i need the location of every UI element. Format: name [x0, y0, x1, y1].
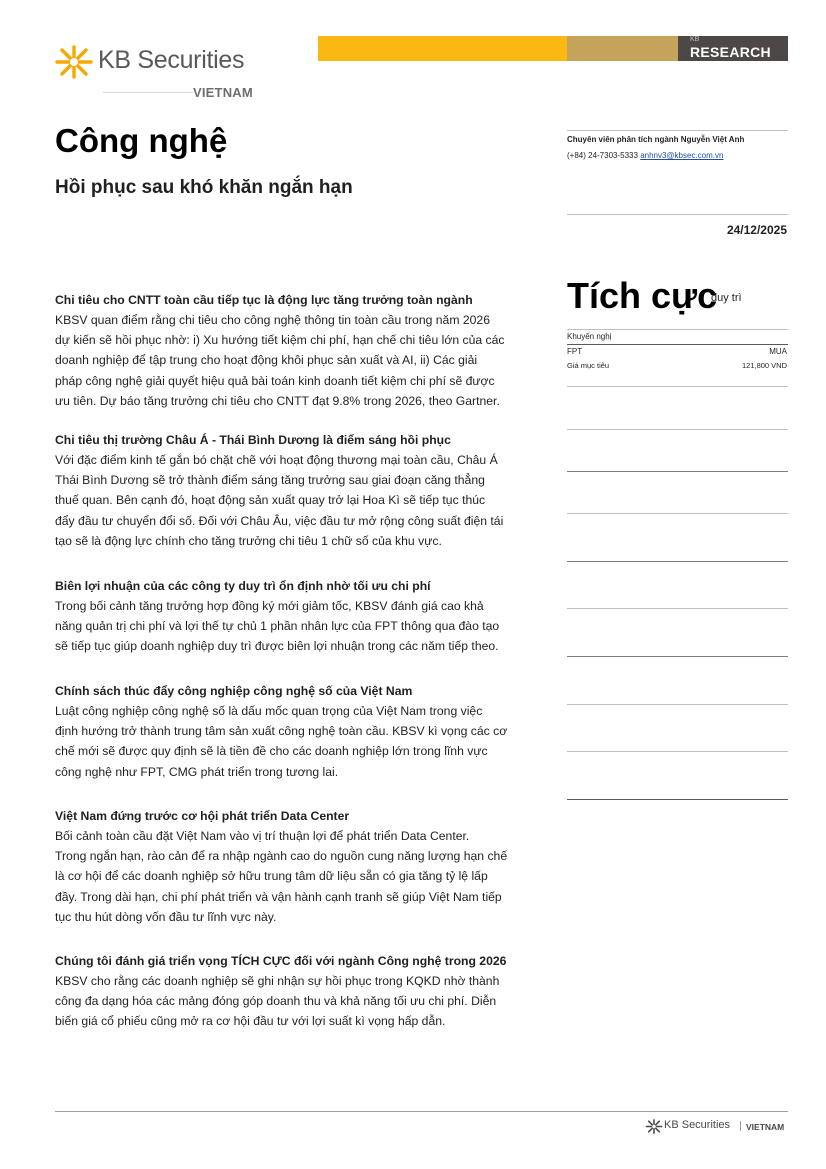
kb-star-footer-icon	[645, 1119, 663, 1134]
section-text: Với đặc điểm kinh tế gắn bó chặt chẽ với hoạt động thương mại toàn cầu, Châu Á	[55, 453, 498, 467]
section-text: công nghệ như FPT, CMG phát triển trong tương lai.	[55, 764, 339, 779]
section-digital-policy	[55, 681, 533, 782]
divider	[567, 471, 788, 472]
section-text: Trong bối cảnh tăng trưởng hợp đồng ký mới giảm tốc, KBSV đánh giá cao khả	[55, 599, 484, 613]
section-heading: Chi tiêu thị trường Châu Á - Thái Bình Dương là điểm sáng hồi phục	[55, 433, 451, 447]
divider	[567, 704, 788, 705]
section-text: Luật công nghiệp công nghệ số là dấu mốc quan trọng của Việt Nam trong việc	[55, 704, 483, 718]
divider	[567, 656, 788, 657]
section-text: là cơ hội để các doanh nghiệp sở hữu trung tâm dữ liệu sẵn có gia tăng tỷ lệ lấp	[55, 869, 488, 884]
section-text: Trong ngắn hạn, rào cản để ra nhập ngành cao do nguồn cung năng lượng hạn chế	[55, 849, 508, 864]
rating-note: duy trì	[711, 292, 742, 304]
footer-logo-text: KB Securities	[664, 1119, 731, 1131]
section-text: định hướng trở thành trung tâm sản xuất công nghệ toàn cầu. KBSV kì vọng các cơ	[55, 724, 508, 739]
divider	[567, 608, 788, 609]
divider	[567, 561, 788, 562]
section-profit-margin	[55, 576, 533, 657]
divider	[567, 751, 788, 752]
footer-divider	[55, 1111, 788, 1112]
section-text: tục thu hút dòng vốn đầu tư lĩnh vực này.	[55, 909, 277, 924]
divider	[567, 344, 788, 345]
research-label: RESEARCH	[690, 44, 771, 60]
analyst-phone: (+84) 24-7303-5333	[567, 151, 638, 160]
analyst-contact	[567, 151, 723, 160]
header-bar-yellow	[318, 36, 568, 61]
section-outlook	[55, 951, 533, 1032]
section-data-center	[55, 806, 533, 927]
divider	[567, 130, 788, 131]
divider	[567, 386, 788, 387]
target-price-label: Giá mục tiêu	[567, 361, 610, 370]
section-text: Thái Bình Dương sẽ trở thành điểm sáng tăng trưởng sau giai đoạn căng thẳng	[55, 473, 485, 488]
target-price-value: 121,800 VND	[741, 361, 787, 370]
divider	[567, 799, 788, 800]
section-text: KBSV quan điểm rằng chi tiêu cho công nghệ thông tin toàn cầu trong năm 2026	[55, 313, 490, 327]
report-date: 24/12/2025	[726, 223, 787, 237]
research-kb-label: KB	[690, 36, 700, 43]
footer-separator	[740, 1121, 741, 1131]
footer-logo-subtext: VIETNAM	[746, 1122, 785, 1132]
recommendation-action: MUA	[769, 347, 787, 356]
section-global-it-spending	[55, 290, 533, 411]
kb-star-logo-icon	[54, 45, 94, 79]
section-text: KBSV cho rằng các doanh nghiệp sẽ ghi nhận sự hồi phục trong KQKD nhờ thành	[55, 974, 500, 988]
section-heading: Chúng tôi đánh giá triển vọng TÍCH CỰC đối với ngành Công nghệ trong 2026	[55, 954, 507, 968]
section-text: chế mới sẽ được quy định sẽ là tiền đề cho các doanh nghiệp lớn trong lĩnh vực	[55, 744, 488, 759]
section-heading: Chi tiêu cho CNTT toàn cầu tiếp tục là động lực tăng trưởng toàn ngành	[55, 293, 473, 307]
analyst-email-link[interactable]: anhnv3@kbsec.com.vn	[640, 151, 724, 160]
section-heading: Chính sách thúc đẩy công nghiệp công nghệ số của Việt Nam	[55, 684, 413, 698]
section-text: dự kiến sẽ hồi phục nhờ: i) Xu hướng tiết kiệm chi phí, hạn chế chi tiêu lớn của các	[55, 333, 505, 348]
section-text: năng quản trị chi phí và lợi thế tự chủ 1 phần nhân lực của FPT thông qua đào tạo	[55, 619, 500, 634]
section-apac-spending	[55, 430, 533, 551]
divider	[567, 429, 788, 430]
section-text: thuế quan. Bên cạnh đó, hoạt động sản xuất quay trở lại Hoa Kì sẽ tiếp tục thúc	[55, 493, 486, 508]
sector-rating: Tích cực	[567, 275, 718, 316]
section-text: biến giá cổ phiếu cũng mở ra cơ hội đầu tư với lợi suất kì vọng hấp dẫn.	[55, 1014, 446, 1029]
section-text: công đa dạng hóa các mảng đóng góp doanh thu và khả năng tối ưu chi phí. Diễn	[55, 994, 497, 1009]
divider	[567, 513, 788, 514]
divider	[567, 214, 788, 215]
analyst-name: Chuyên viên phân tích ngành Nguyễn Việt Anh	[567, 135, 745, 144]
brand-logo-subtext: VIETNAM	[193, 85, 253, 100]
recommendation-ticker: FPT	[567, 347, 583, 356]
section-text: đầy. Trong dài hạn, chi phí phát triển và vận hành cạnh tranh sẽ giúp Việt Nam tiếp	[55, 889, 502, 904]
page-subtitle: Hồi phục sau khó khăn ngắn hạn	[55, 177, 353, 198]
page-title: Công nghệ	[55, 122, 228, 159]
brand-logo-text: KB Securities	[98, 46, 245, 74]
section-text: đẩy đầu tư chuyển đổi số. Đối với Châu Âu, việc đầu tư mở rộng công suất điện tái	[55, 513, 504, 528]
section-text: Bối cảnh toàn cầu đặt Việt Nam vào vị trí thuận lợi để phát triển Data Center.	[55, 829, 470, 843]
section-heading: Biên lợi nhuận của các công ty duy trì ổn định nhờ tối ưu chi phí	[55, 579, 431, 593]
divider	[567, 329, 788, 330]
section-text: doanh nghiệp để tập trung cho hoạt động khôi phục sản xuất và AI, ii) Các giải	[55, 353, 478, 368]
section-heading: Việt Nam đứng trước cơ hội phát triển Data Center	[55, 809, 350, 823]
section-text: sẽ tiếp tục giúp doanh nghiệp duy trì được biên lợi nhuận trong các năm tiếp theo.	[55, 639, 499, 654]
header-bar-gold	[567, 36, 679, 61]
section-text: pháp công nghệ giải quyết hiệu quả bài toán kinh doanh tiết kiệm chi phí sẽ được	[55, 373, 495, 388]
recommendation-header: Khuyến nghị	[567, 332, 612, 341]
section-text: tạo sẽ là động lực chính cho tăng trưởng chi tiêu 1 chữ số của khu vực.	[55, 533, 442, 548]
section-text: ưu tiên. Dự báo tăng trưởng chi tiêu cho CNTT đạt 9.8% trong 2026, theo Gartner.	[55, 393, 500, 408]
logo-divider	[103, 92, 193, 93]
